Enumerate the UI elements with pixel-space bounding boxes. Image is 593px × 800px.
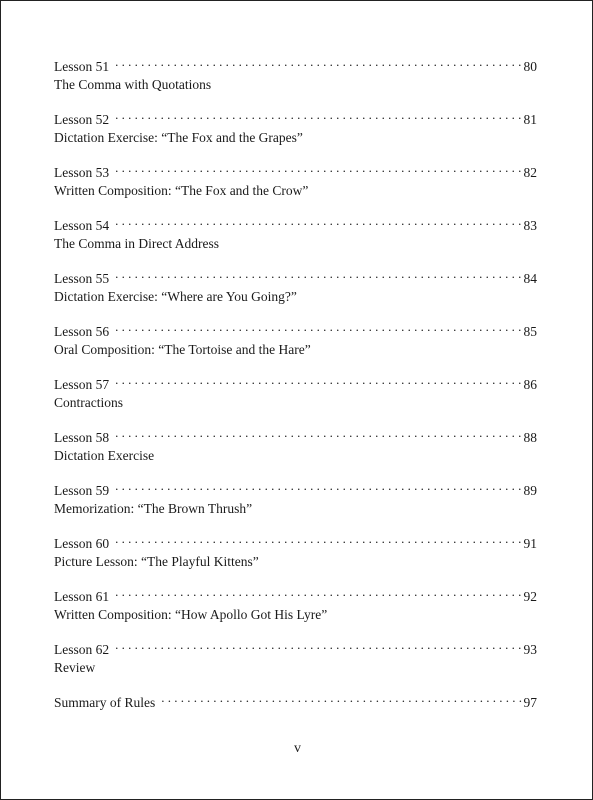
- toc-entry-lesson-56: [54, 318, 537, 371]
- lesson-title: Picture Lesson: “The Playful Kittens”: [54, 554, 259, 569]
- page-reference: 88: [523, 430, 537, 445]
- toc-entry-heading: [54, 318, 537, 339]
- page-reference: 81: [523, 112, 537, 127]
- toc-entry-heading: [54, 53, 537, 74]
- lesson-title: Dictation Exercise: [54, 448, 155, 463]
- toc-entry-lesson-62: [54, 636, 537, 689]
- page-reference: 91: [523, 536, 537, 551]
- lesson-number: Lesson 53: [54, 165, 110, 180]
- toc-entry-heading: [54, 636, 537, 657]
- lesson-title: Contractions: [54, 395, 123, 410]
- toc-entry-lesson-54: [54, 212, 537, 265]
- dot-leader: [115, 424, 521, 442]
- toc-entry-lesson-60: [54, 530, 537, 583]
- toc-entry-heading: [54, 689, 537, 710]
- dot-leader: [115, 636, 521, 654]
- toc-entry-lesson-53: [54, 159, 537, 212]
- lesson-title: Dictation Exercise: “The Fox and the Grapes”: [54, 130, 303, 145]
- dot-leader: [115, 477, 521, 495]
- toc-entry-summary: [54, 689, 537, 742]
- lesson-number: Lesson 58: [54, 430, 110, 445]
- dot-leader: [115, 583, 521, 601]
- lesson-title: Written Composition: “How Apollo Got His Lyre”: [54, 607, 328, 622]
- lesson-number: Lesson 60: [54, 536, 110, 551]
- page-reference: 80: [523, 59, 537, 74]
- toc-entry-heading: [54, 583, 537, 604]
- page-reference: 84: [523, 271, 537, 286]
- lesson-title: The Comma with Quotations: [54, 77, 212, 92]
- toc-entry-heading: [54, 106, 537, 127]
- dot-leader: [115, 159, 521, 177]
- lesson-number: Lesson 56: [54, 324, 110, 339]
- lesson-title: Review: [54, 660, 96, 675]
- page-reference: 92: [523, 589, 537, 604]
- lesson-title: Written Composition: “The Fox and the Crow”: [54, 183, 309, 198]
- toc-entry-heading: [54, 265, 537, 286]
- lesson-title: Oral Composition: “The Tortoise and the Hare”: [54, 342, 311, 357]
- dot-leader: [161, 689, 521, 707]
- dot-leader: [115, 371, 521, 389]
- lesson-title: Memorization: “The Brown Thrush”: [54, 501, 253, 516]
- page-number: v: [294, 741, 301, 756]
- lesson-number: Lesson 62: [54, 642, 110, 657]
- toc-entry-lesson-51: [54, 53, 537, 106]
- toc-entry-lesson-55: [54, 265, 537, 318]
- dot-leader: [115, 212, 521, 230]
- dot-leader: [115, 265, 521, 283]
- table-of-contents: [54, 53, 537, 742]
- toc-entry-heading: [54, 424, 537, 445]
- toc-entry-heading: [54, 477, 537, 498]
- toc-entry-heading: [54, 371, 537, 392]
- lesson-title: The Comma in Direct Address: [54, 236, 219, 251]
- dot-leader: [115, 106, 521, 124]
- page-reference: 86: [523, 377, 537, 392]
- lesson-number: Lesson 59: [54, 483, 110, 498]
- toc-entry-lesson-59: [54, 477, 537, 530]
- lesson-number: Lesson 51: [54, 59, 110, 74]
- lesson-title: Dictation Exercise: “Where are You Going?”: [54, 289, 297, 304]
- lesson-number: Lesson 54: [54, 218, 110, 233]
- page-reference: 83: [523, 218, 537, 233]
- page-reference: 93: [523, 642, 537, 657]
- summary-label: Summary of Rules: [54, 695, 156, 710]
- page-reference: 97: [523, 695, 537, 710]
- page-reference: 89: [523, 483, 537, 498]
- toc-entry-lesson-61: [54, 583, 537, 636]
- dot-leader: [115, 318, 521, 336]
- toc-entry-heading: [54, 159, 537, 180]
- lesson-number: Lesson 57: [54, 377, 110, 392]
- page-reference: 82: [523, 165, 537, 180]
- lesson-number: Lesson 61: [54, 589, 110, 604]
- dot-leader: [115, 53, 521, 71]
- page-reference: 85: [523, 324, 537, 339]
- toc-entry-lesson-52: [54, 106, 537, 159]
- toc-entry-lesson-58: [54, 424, 537, 477]
- lesson-number: Lesson 55: [54, 271, 110, 286]
- toc-entry-heading: [54, 530, 537, 551]
- toc-entry-heading: [54, 212, 537, 233]
- dot-leader: [115, 530, 521, 548]
- lesson-number: Lesson 52: [54, 112, 110, 127]
- toc-entry-lesson-57: [54, 371, 537, 424]
